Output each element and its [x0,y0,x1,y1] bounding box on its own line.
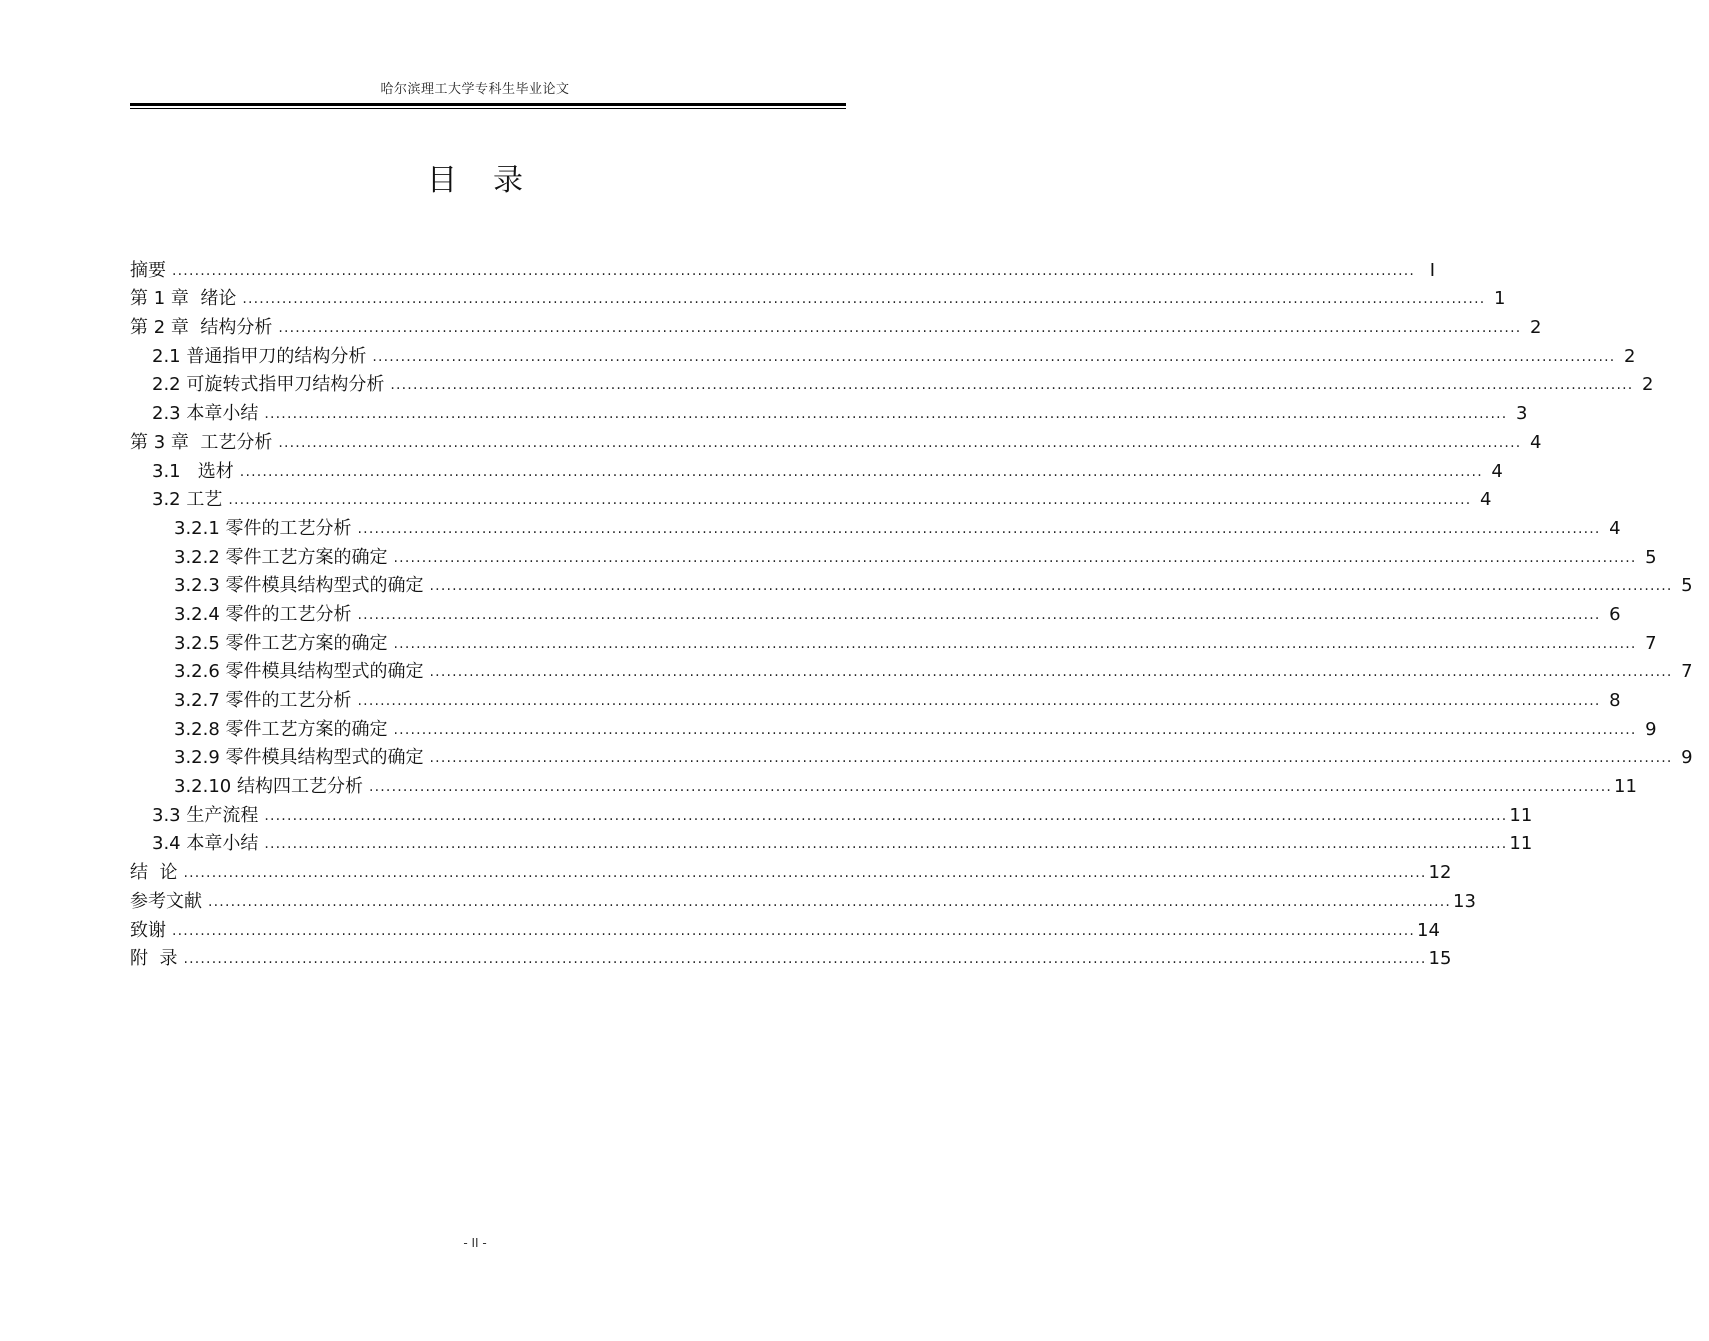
toc-entry[interactable] [130,626,1657,655]
toc-entry-page: 14 [1417,919,1440,941]
toc-entry[interactable] [130,655,1693,684]
toc-dot-leader: ............................................................................................................................................................................................................................ [264,406,1508,423]
toc-dot-leader: ............................................................................................................................................................................................................................ [278,434,1522,451]
toc-entry[interactable] [130,712,1657,741]
toc-entry-label: 附 录 [130,948,178,970]
header-rule-thin [130,108,846,109]
toc-entry-label: 第 2 章 结构分析 [130,317,273,339]
toc-entry[interactable] [130,913,1440,942]
toc-entry-page: 5 [1645,546,1657,568]
toc-entry-label: 3.4 本章小结 [152,833,259,855]
toc-entry[interactable] [130,310,1542,339]
toc-dot-leader: ............................................................................................................................................................................................................................ [393,549,1637,566]
toc-dot-leader: ............................................................................................................................................................................................................................ [429,750,1673,767]
toc-entry[interactable] [130,569,1693,598]
toc-entry[interactable] [130,511,1621,540]
toc-entry-page: 11 [1509,804,1533,826]
toc-dot-leader: ............................................................................................................................................................................................................................ [357,693,1601,709]
toc-entry-label: 3.2.10 结构四工艺分析 [174,776,363,798]
toc-entry-label: 2.1 普通指甲刀的结构分析 [152,345,367,367]
page-title: 目录 [427,163,559,198]
toc-entry-label: 3.2.4 零件的工艺分析 [174,603,352,625]
toc-entry[interactable] [130,827,1533,856]
toc-dot-leader: ............................................................................................................................................................................................................................ [172,262,1416,279]
toc-dot-leader: ............................................................................................................................................................................................................................ [368,779,1613,796]
toc-entry-page: 4 [1479,489,1492,511]
toc-entry[interactable] [130,884,1476,913]
toc-dot-leader: ............................................................................................................................................................................................................................ [172,922,1416,939]
toc-entry-page: 7 [1681,661,1693,683]
toc-dot-leader: ............................................................................................................................................................................................................................ [357,606,1601,623]
toc-entry-page: 13 [1453,890,1476,912]
toc-entry[interactable] [130,683,1621,712]
toc-entry-label: 第 3 章 工艺分析 [130,431,273,453]
toc-entry-page: 9 [1681,747,1693,769]
toc-entry-page: 2 [1641,374,1654,396]
toc-dot-leader: ............................................................................................................................................................................................................................ [372,348,1616,365]
toc-dot-leader: ............................................................................................................................................................................................................................ [208,893,1452,910]
toc-entry-page: 4 [1609,517,1621,539]
toc-entry-page: 5 [1681,575,1693,597]
toc-entry[interactable] [130,454,1503,483]
toc-entry-label: 结 论 [130,862,178,884]
toc-entry-page: 2 [1623,345,1636,367]
toc-entry[interactable] [130,339,1636,368]
toc-entry-page: 11 [1509,833,1533,855]
toc-entry-page: 4 [1491,460,1503,482]
toc-dot-leader: ............................................................................................................................................................................................................................ [429,578,1673,595]
toc-dot-leader: ............................................................................................................................................................................................................................ [393,721,1637,738]
toc-entry-page: 4 [1529,431,1542,453]
toc-entry[interactable] [130,396,1528,425]
toc-dot-leader: ............................................................................................................................................................................................................................ [357,520,1601,537]
toc-entry-label: 致谢 [130,919,166,941]
toc-entry-label: 参考文献 [130,890,202,912]
toc-entry[interactable] [130,798,1533,827]
toc-dot-leader: ............................................................................................................................................................................................................................ [183,865,1427,882]
table-of-contents [130,253,1693,970]
toc-dot-leader: ............................................................................................................................................................................................................................ [393,635,1637,652]
running-header: 哈尔滨理工大学专科生毕业论文 [380,82,570,97]
toc-dot-leader: ............................................................................................................................................................................................................................ [390,377,1634,394]
toc-entry-page: 12 [1428,862,1452,884]
toc-dot-leader: ............................................................................................................................................................................................................................ [278,320,1522,337]
toc-entry-label: 3.2.7 零件的工艺分析 [174,690,352,711]
toc-entry-page: 1 [1493,288,1506,310]
toc-entry[interactable] [130,942,1452,971]
toc-entry[interactable] [130,741,1693,770]
header-rule-thick [130,103,846,106]
page-number-footer: - II - [463,1236,487,1250]
toc-entry-page: 15 [1428,948,1452,970]
toc-entry-label: 3.2.5 零件工艺方案的确定 [174,632,388,654]
toc-entry-page: 3 [1515,403,1528,425]
toc-entry[interactable] [130,855,1452,884]
toc-dot-leader: ............................................................................................................................................................................................................................ [264,836,1508,853]
toc-entry-label: 3.2.8 零件工艺方案的确定 [174,718,388,740]
toc-entry-label: 第 1 章 绪论 [130,288,237,310]
toc-entry-label: 3.2.2 零件工艺方案的确定 [174,546,388,568]
toc-entry-page: I [1429,259,1436,281]
toc-entry-page: 7 [1645,632,1657,654]
toc-entry[interactable] [130,368,1654,397]
toc-entry-label: 摘要 [130,259,166,281]
toc-entry-label: 3.2.3 零件模具结构型式的确定 [174,575,424,597]
toc-entry-page: 8 [1609,690,1621,711]
toc-entry[interactable] [130,483,1492,512]
toc-entry-label: 3.2.6 零件模具结构型式的确定 [174,661,424,683]
toc-dot-leader: ............................................................................................................................................................................................................................ [264,807,1508,824]
toc-dot-leader: ............................................................................................................................................................................................................................ [183,951,1427,968]
toc-entry-label: 3.2.1 零件的工艺分析 [174,517,352,539]
toc-dot-leader: ............................................................................................................................................................................................................................ [429,664,1673,681]
toc-entry-label: 2.2 可旋转式指甲刀结构分析 [152,374,385,396]
toc-entry-page: 9 [1645,718,1657,740]
toc-dot-leader: ............................................................................................................................................................................................................................ [228,492,1472,509]
toc-entry-label: 3.3 生产流程 [152,804,259,826]
toc-entry-label: 3.2 工艺 [152,489,223,511]
toc-entry[interactable] [130,769,1637,798]
toc-entry-label: 3.1 选材 [152,460,234,482]
toc-dot-leader: ............................................................................................................................................................................................................................ [239,463,1483,480]
toc-entry[interactable] [130,282,1506,311]
toc-entry[interactable] [130,425,1542,454]
toc-entry-page: 2 [1529,317,1542,339]
toc-entry[interactable] [130,597,1621,626]
toc-entry[interactable] [130,540,1657,569]
toc-entry[interactable] [130,253,1436,282]
toc-entry-page: 6 [1609,603,1621,625]
toc-entry-label: 3.2.9 零件模具结构型式的确定 [174,747,424,769]
toc-entry-page: 11 [1614,776,1637,798]
toc-entry-label: 2.3 本章小结 [152,403,259,425]
toc-dot-leader: ............................................................................................................................................................................................................................ [242,291,1486,308]
